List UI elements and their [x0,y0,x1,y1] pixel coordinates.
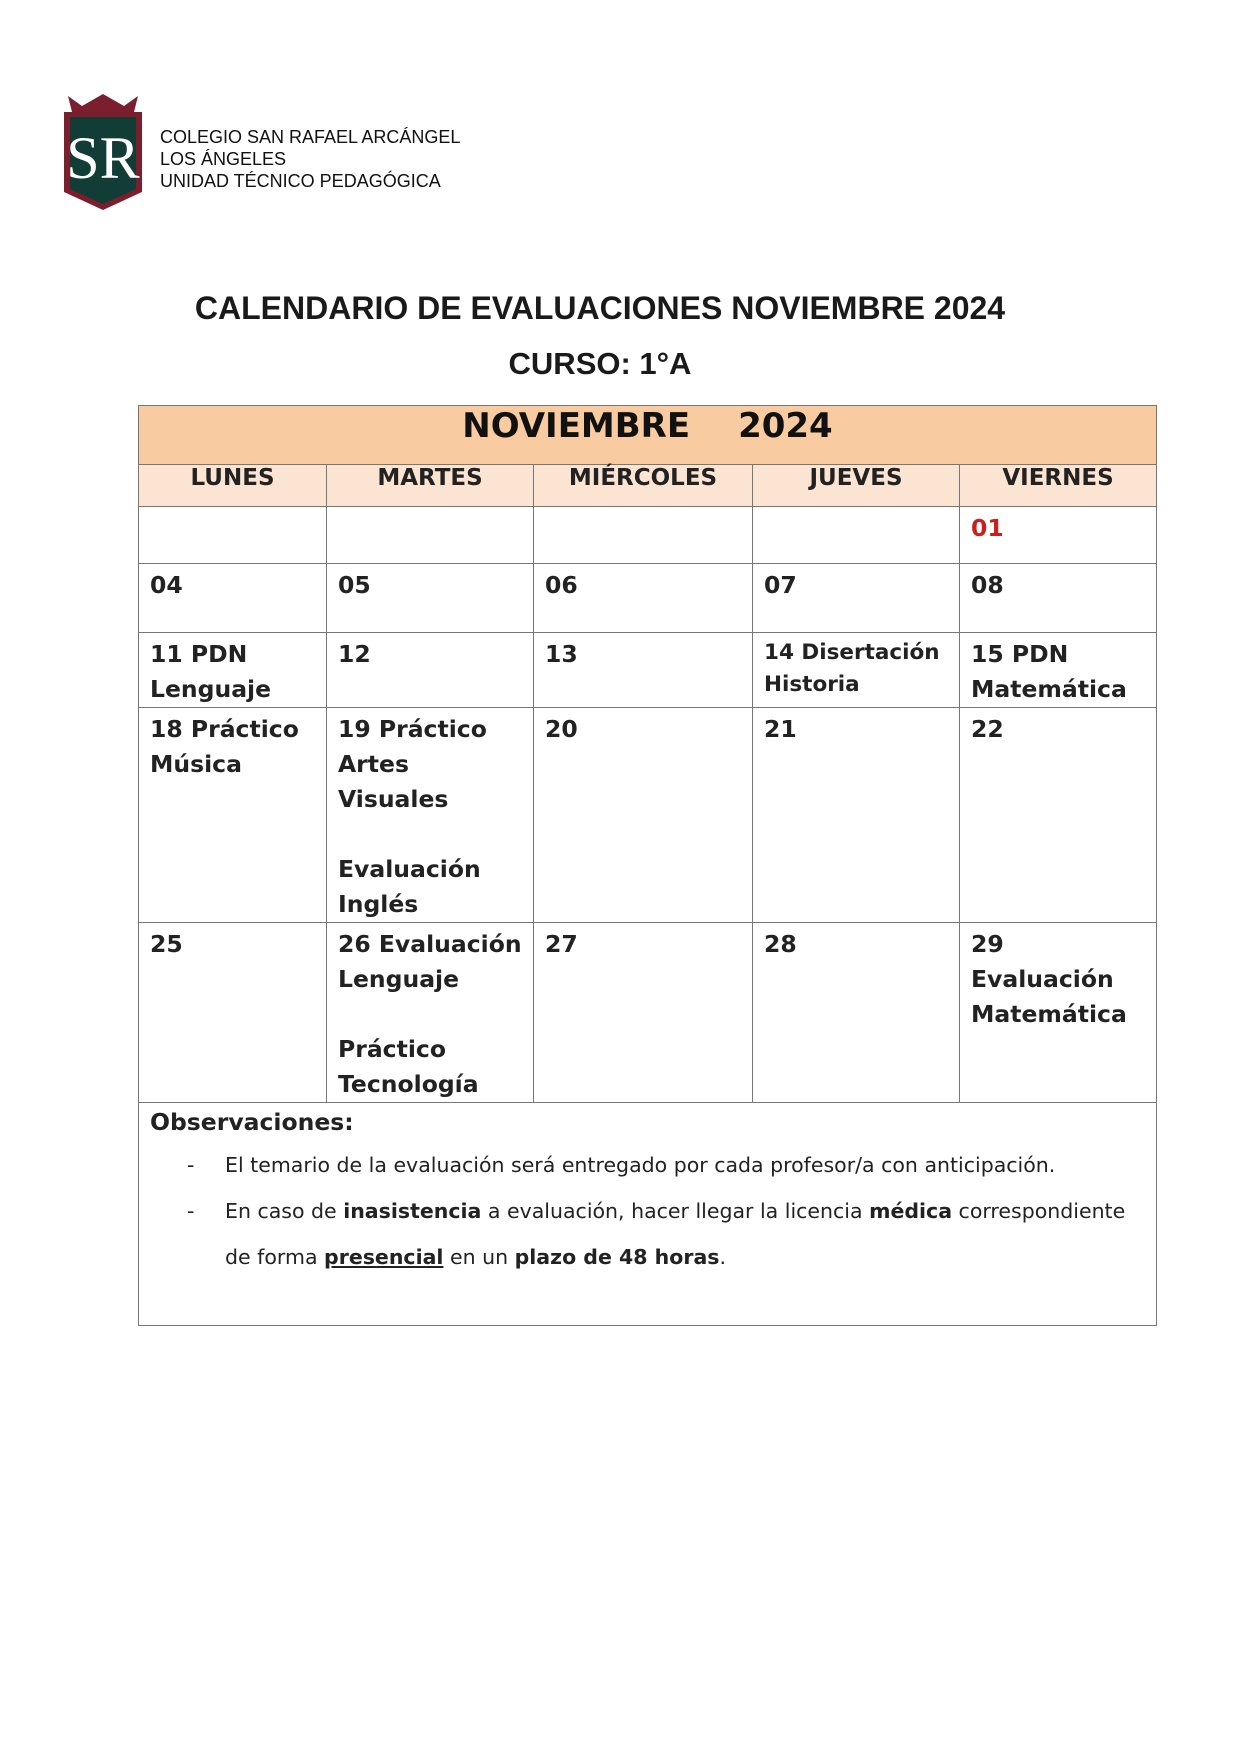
month-year: 2024 [738,406,833,446]
day-cell: 28 [753,923,960,1103]
weekday-viernes: VIERNES [960,465,1157,507]
day-cell: 29 Evaluación Matemática [960,923,1157,1103]
page-title: CALENDARIO DE EVALUACIONES NOVIEMBRE 2024 [194,290,1006,326]
observation-item: - El temario de la evaluación será entregado por cada profesor/a con anticipación. [187,1153,1056,1177]
month-header [139,406,1157,465]
day-cell: 15 PDN Matemática [960,633,1157,708]
week-row [139,923,1157,1103]
event-text: 19 Práctico Artes Visuales [338,715,487,813]
observation-text: En caso de [225,1199,344,1223]
event-text: 26 Evaluación Lenguaje [338,930,522,993]
observation-text: . [719,1245,727,1269]
observation-bold: inasistencia [343,1199,482,1223]
day-cell: 06 [534,564,753,633]
day-cell [753,507,960,564]
day-cell: 05 [327,564,534,633]
day-cell: 08 [960,564,1157,633]
day-cell: 18 Práctico Música [139,708,327,923]
school-unit: UNIDAD TÉCNICO PEDAGÓGICA [160,171,441,191]
weekday-martes: MARTES [327,465,534,507]
day-cell [327,708,534,923]
day-cell: 21 [753,708,960,923]
weekday-lunes: LUNES [139,465,327,507]
logo-initials: SR [66,125,140,191]
observation-underlined: presencial [324,1245,444,1269]
day-cell: 14 Disertación Historia [753,633,960,708]
observation-bold: plazo de 48 horas [514,1245,720,1269]
observation-bold: médica [869,1199,953,1223]
day-cell: 13 [534,633,753,708]
school-name-block [160,126,460,192]
holiday-date: 01 [971,514,1004,542]
day-cell: 04 [139,564,327,633]
calendar-table [138,405,1157,1326]
weekday-miercoles: MIÉRCOLES [534,465,753,507]
day-cell [534,507,753,564]
observations-row [139,1103,1157,1326]
observation-item: - En caso de inasistencia a evaluación, hacer llegar la licencia médica correspondiente de forma presencial en un plazo de 48 horas. [187,1199,1126,1269]
observations-list [139,1142,1156,1280]
day-cell: 25 [139,923,327,1103]
day-cell [327,507,534,564]
week-row [139,633,1157,708]
observation-text: a evaluación, hacer llegar la licencia [481,1199,870,1223]
week-row [139,564,1157,633]
day-cell: 12 [327,633,534,708]
day-cell: 07 [753,564,960,633]
observations-title: Observaciones: [150,1108,354,1136]
day-cell: 20 [534,708,753,923]
weekday-jueves: JUEVES [753,465,960,507]
week-row [139,507,1157,564]
observations-cell [139,1103,1157,1326]
month-name: NOVIEMBRE [462,406,691,446]
observation-text: El temario de la evaluación será entregado por cada profesor/a con anticipación. [225,1153,1056,1177]
weekday-header-row [139,465,1157,507]
event-text: Evaluación Inglés [338,855,481,918]
event-text: Práctico Tecnología [338,1035,479,1098]
day-cell [327,923,534,1103]
week-row [139,708,1157,923]
course-title: CURSO: 1°A [508,346,692,381]
observation-text: en un [443,1245,515,1269]
school-city: LOS ÁNGELES [160,149,287,169]
school-logo [62,90,144,212]
day-cell: 22 [960,708,1157,923]
observation-text: correspondiente de forma [225,1199,1126,1269]
school-name: COLEGIO SAN RAFAEL ARCÁNGEL [160,127,461,147]
day-cell [139,507,327,564]
day-cell: 11 PDN Lenguaje [139,633,327,708]
day-cell: 27 [534,923,753,1103]
month-header-row [139,406,1157,465]
day-cell [960,507,1157,564]
